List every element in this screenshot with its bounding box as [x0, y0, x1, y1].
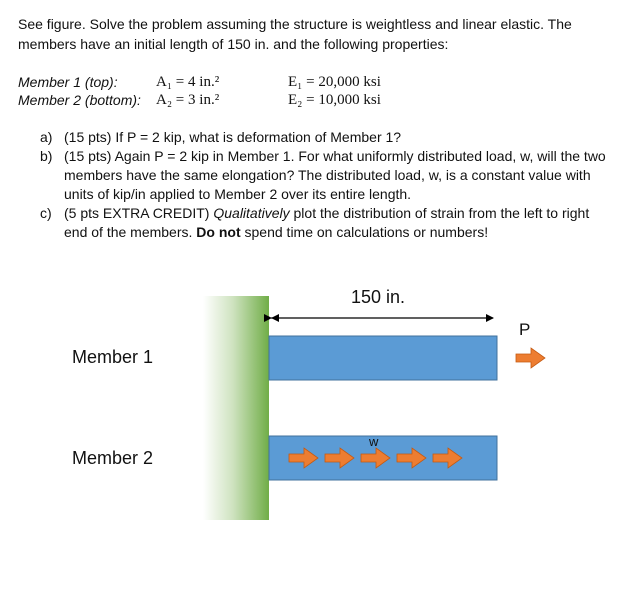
question-c-mid: plot the distribution of strain from the left to right end of the members. [64, 205, 590, 240]
question-c-pre: (5 pts EXTRA CREDIT) [64, 205, 214, 221]
question-c-strong: Do not [196, 224, 241, 240]
member-2-area: A₂ = 3 in.² [156, 92, 220, 108]
question-a-letter: a) [40, 129, 53, 145]
member-1-area: A₁ = 4 in.² [156, 74, 220, 90]
length-label: 150 in. [351, 287, 406, 307]
member-2-prop-label: Member 2 (bottom): [18, 92, 141, 108]
question-b-letter: b) [40, 148, 53, 164]
question-c-letter: c) [40, 205, 52, 221]
member-1-prop-label: Member 1 (top): [18, 74, 118, 90]
question-c-emphasis: Qualitatively [213, 205, 290, 221]
question-a-text: (15 pts) If P = 2 kip, what is deformation of Member 1? [64, 129, 402, 145]
member-1-bar [269, 336, 497, 380]
member-2-label: Member 2 [72, 448, 154, 468]
distributed-load-label: w [369, 434, 379, 449]
point-load-arrow [516, 348, 545, 368]
member-2-modulus: E₂ = 10,000 ksi [288, 92, 381, 108]
question-b-text: (15 pts) Again P = 2 kip in Member 1. For what uniformly distributed load, w, will the two members have the same elongation? The distributed load, w, is a constant value with units of kip/in applied to Member 2 over its entire length. [64, 148, 606, 202]
member-1-modulus: E₁ = 20,000 ksi [288, 74, 381, 90]
member-1-label: Member 1 [72, 347, 154, 367]
dimension-arrow-left [271, 314, 279, 322]
fixed-wall [203, 296, 269, 520]
load-p-label: P [519, 320, 531, 339]
question-c-post: spend time on calculations or numbers! [240, 224, 489, 240]
problem-intro: See figure. Solve the problem assuming the structure is weightless and linear elastic. The members have an initial length of 150 in. and the following properties: [18, 16, 572, 52]
